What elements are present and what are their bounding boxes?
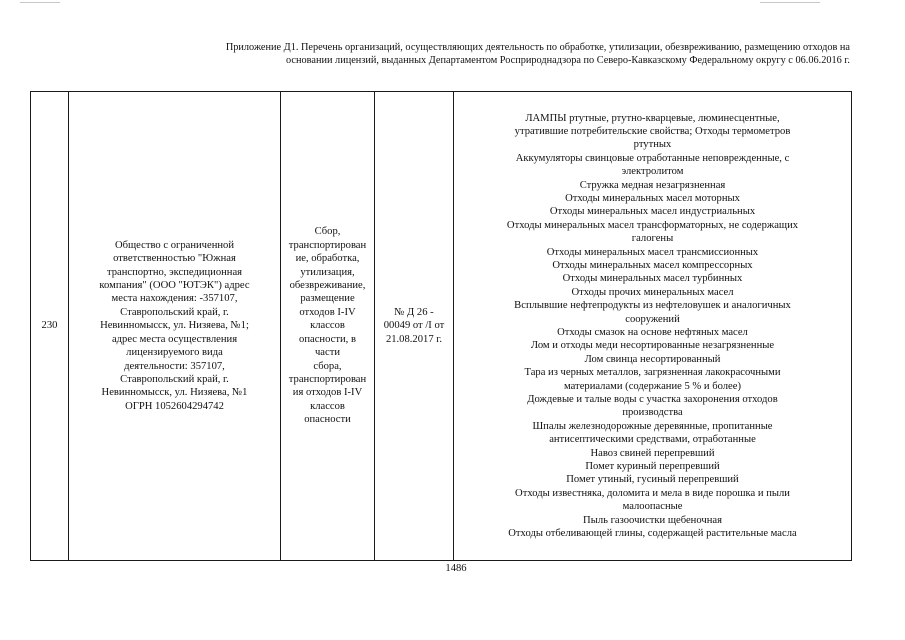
- waste-item: Отходы известняка, доломита и мела в виде порошка и пыли малоопасные: [515, 487, 790, 513]
- activity-cell: Сбор, транспортирован ие, обработка, утилизация, обезвреживание, размещение отходов I-IV классов опасности, в части сбора, транспортирован ия отходов I-IV классов опасности: [281, 92, 375, 561]
- scan-artifact-right: [760, 2, 820, 3]
- license-table: [30, 91, 852, 561]
- header-line-2: основании лицензий, выданных Департаментом Росприроднадзора по Северо-Кавказскому Федеральному округу с 06.06.2016 г.: [286, 55, 850, 66]
- waste-types-cell: [454, 92, 852, 561]
- waste-item: Отходы минеральных масел трансформаторных, не содержащих галогены: [506, 219, 799, 245]
- waste-item: Отходы смазок на основе нефтяных масел: [557, 327, 748, 338]
- waste-item: Шпалы железнодорожные деревянные, пропитанные антисептическими средствами, отработанные: [532, 420, 773, 446]
- document-header: [60, 41, 850, 67]
- waste-item: Отходы минеральных масел турбинных: [562, 273, 743, 285]
- waste-item: Аккумуляторы свинцовые отработанные неповрежденные, с электролитом: [515, 152, 790, 178]
- waste-item: Всплывшие нефтепродукты из нефтеловушек и аналогичных сооружений: [514, 300, 791, 325]
- organization-cell: Общество с ограниченной ответственностью "Южная транспортно, экспедиционная компания" (ООО "ЮТЭК") адрес места нахождения: -357107, Ставропольский край, г. Невинномысск, ул. Низяева, №1; адрес места осуществления лицензируемого вида деятельности: 357107, Ставропольский край, г. Невинномысск, ул. Низяева, №1 ОГРН 1052604294742: [69, 92, 281, 561]
- waste-item: Пыль газоочистки щебеночная: [583, 514, 722, 526]
- scan-artifact-left: [20, 2, 60, 3]
- header-line-1: Приложение Д1. Перечень организаций, осуществляющих деятельность по обработке, утилизации, обезвреживанию, размещению отходов на: [225, 42, 850, 53]
- waste-item: ЛАМПЫ ртутные, ртутно-кварцевые, люминесцентные, утратившие потребительские свойства; Отходы термометров ртутных: [514, 112, 791, 151]
- waste-item: Отходы минеральных масел индустриальных: [549, 206, 756, 218]
- waste-list: [457, 112, 848, 541]
- table-row: [31, 92, 852, 561]
- page-number: 1486: [445, 563, 467, 574]
- row-number: 230: [31, 92, 69, 561]
- waste-item: Отходы отбеливающей глины, содержащей растительные масла: [508, 528, 797, 540]
- license-cell: № Д 26 - 00049 от /I от 21.08.2017 г.: [375, 92, 454, 561]
- waste-item: Помет утиный, гусиный перепревший: [566, 474, 739, 486]
- waste-item: Тара из черных металлов, загрязненная лакокрасочными материалами (содержание 5 % и более): [524, 367, 781, 392]
- waste-item: Отходы минеральных масел моторных: [565, 192, 740, 204]
- waste-item: Отходы минеральных масел трансмиссионных: [546, 246, 759, 258]
- waste-item: Лом свинца несортированный: [584, 353, 721, 365]
- waste-item: Лом и отходы меди несортированные незагрязненные: [530, 340, 775, 352]
- waste-item: Отходы прочих минеральных масел: [571, 286, 734, 298]
- waste-item: Отходы минеральных масел компрессорных: [552, 259, 753, 271]
- waste-item: Помет куриный перепревший: [585, 461, 720, 473]
- waste-item: Стружка медная незагрязненная: [579, 179, 726, 191]
- waste-item: Навоз свиней перепревший: [590, 447, 715, 459]
- waste-item: Дождевые и талые воды с участка захоронения отходов производства: [527, 394, 778, 419]
